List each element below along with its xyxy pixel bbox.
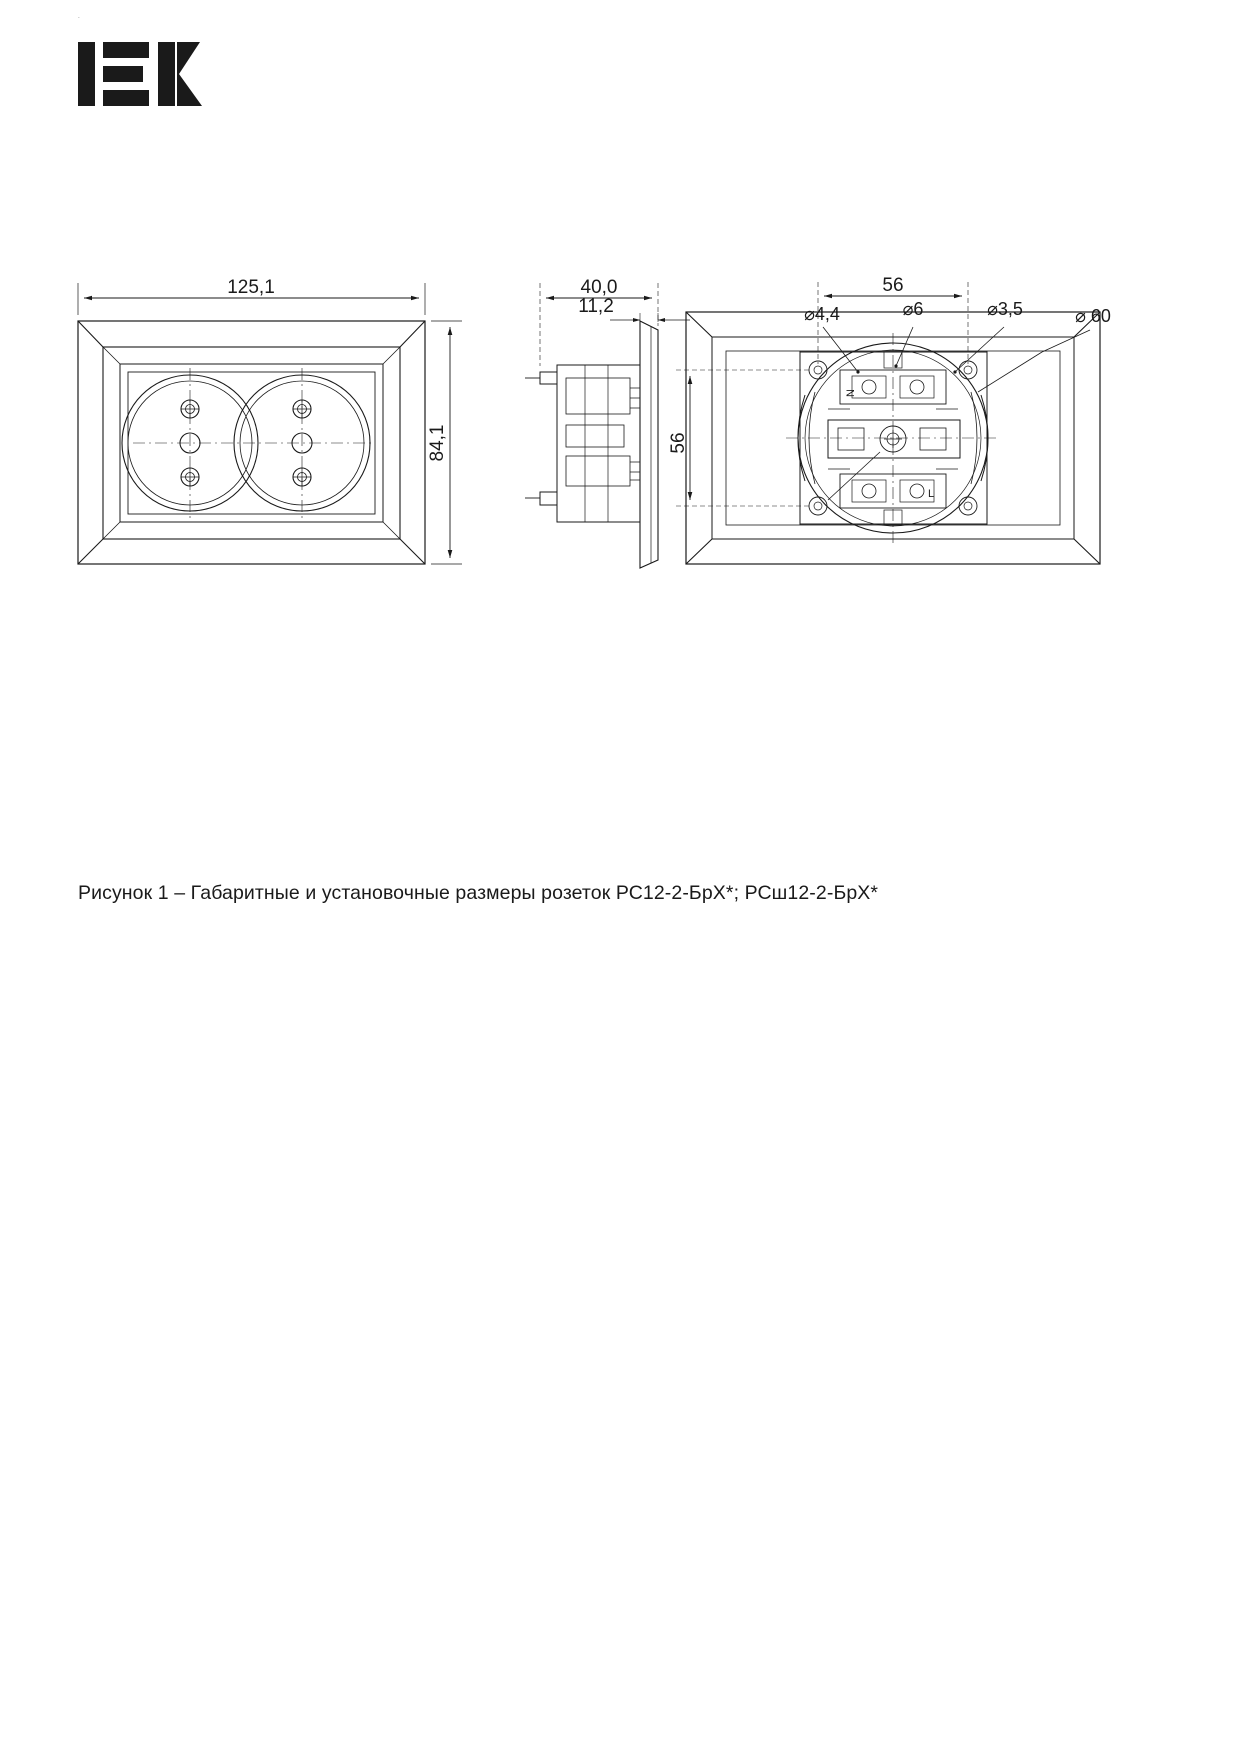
dim-back-width: 56 xyxy=(882,275,904,296)
figure-caption: Рисунок 1 – Габаритные и установочные размеры розеток РС12-2-БрХ*; РСш12-2-БрХ* xyxy=(78,882,879,904)
dim-side-frame: 11,2 xyxy=(578,296,614,317)
dim-hole-d60: ⌀ 60 xyxy=(1075,306,1111,326)
dim-front-height: 84,1 xyxy=(427,424,448,462)
dim-side-depth: 40,0 xyxy=(580,277,618,298)
dim-front-width: 125,1 xyxy=(227,277,275,298)
logo-text: IEK xyxy=(78,18,80,19)
dim-hole-d35: ⌀3,5 xyxy=(987,299,1023,319)
terminal-label-n: N xyxy=(845,389,857,397)
dim-back-height: 56 xyxy=(668,432,689,454)
terminal-label-l: L xyxy=(927,488,935,500)
dim-hole-d6: ⌀6 xyxy=(902,299,924,319)
dim-hole-d44: ⌀4,4 xyxy=(804,304,840,324)
